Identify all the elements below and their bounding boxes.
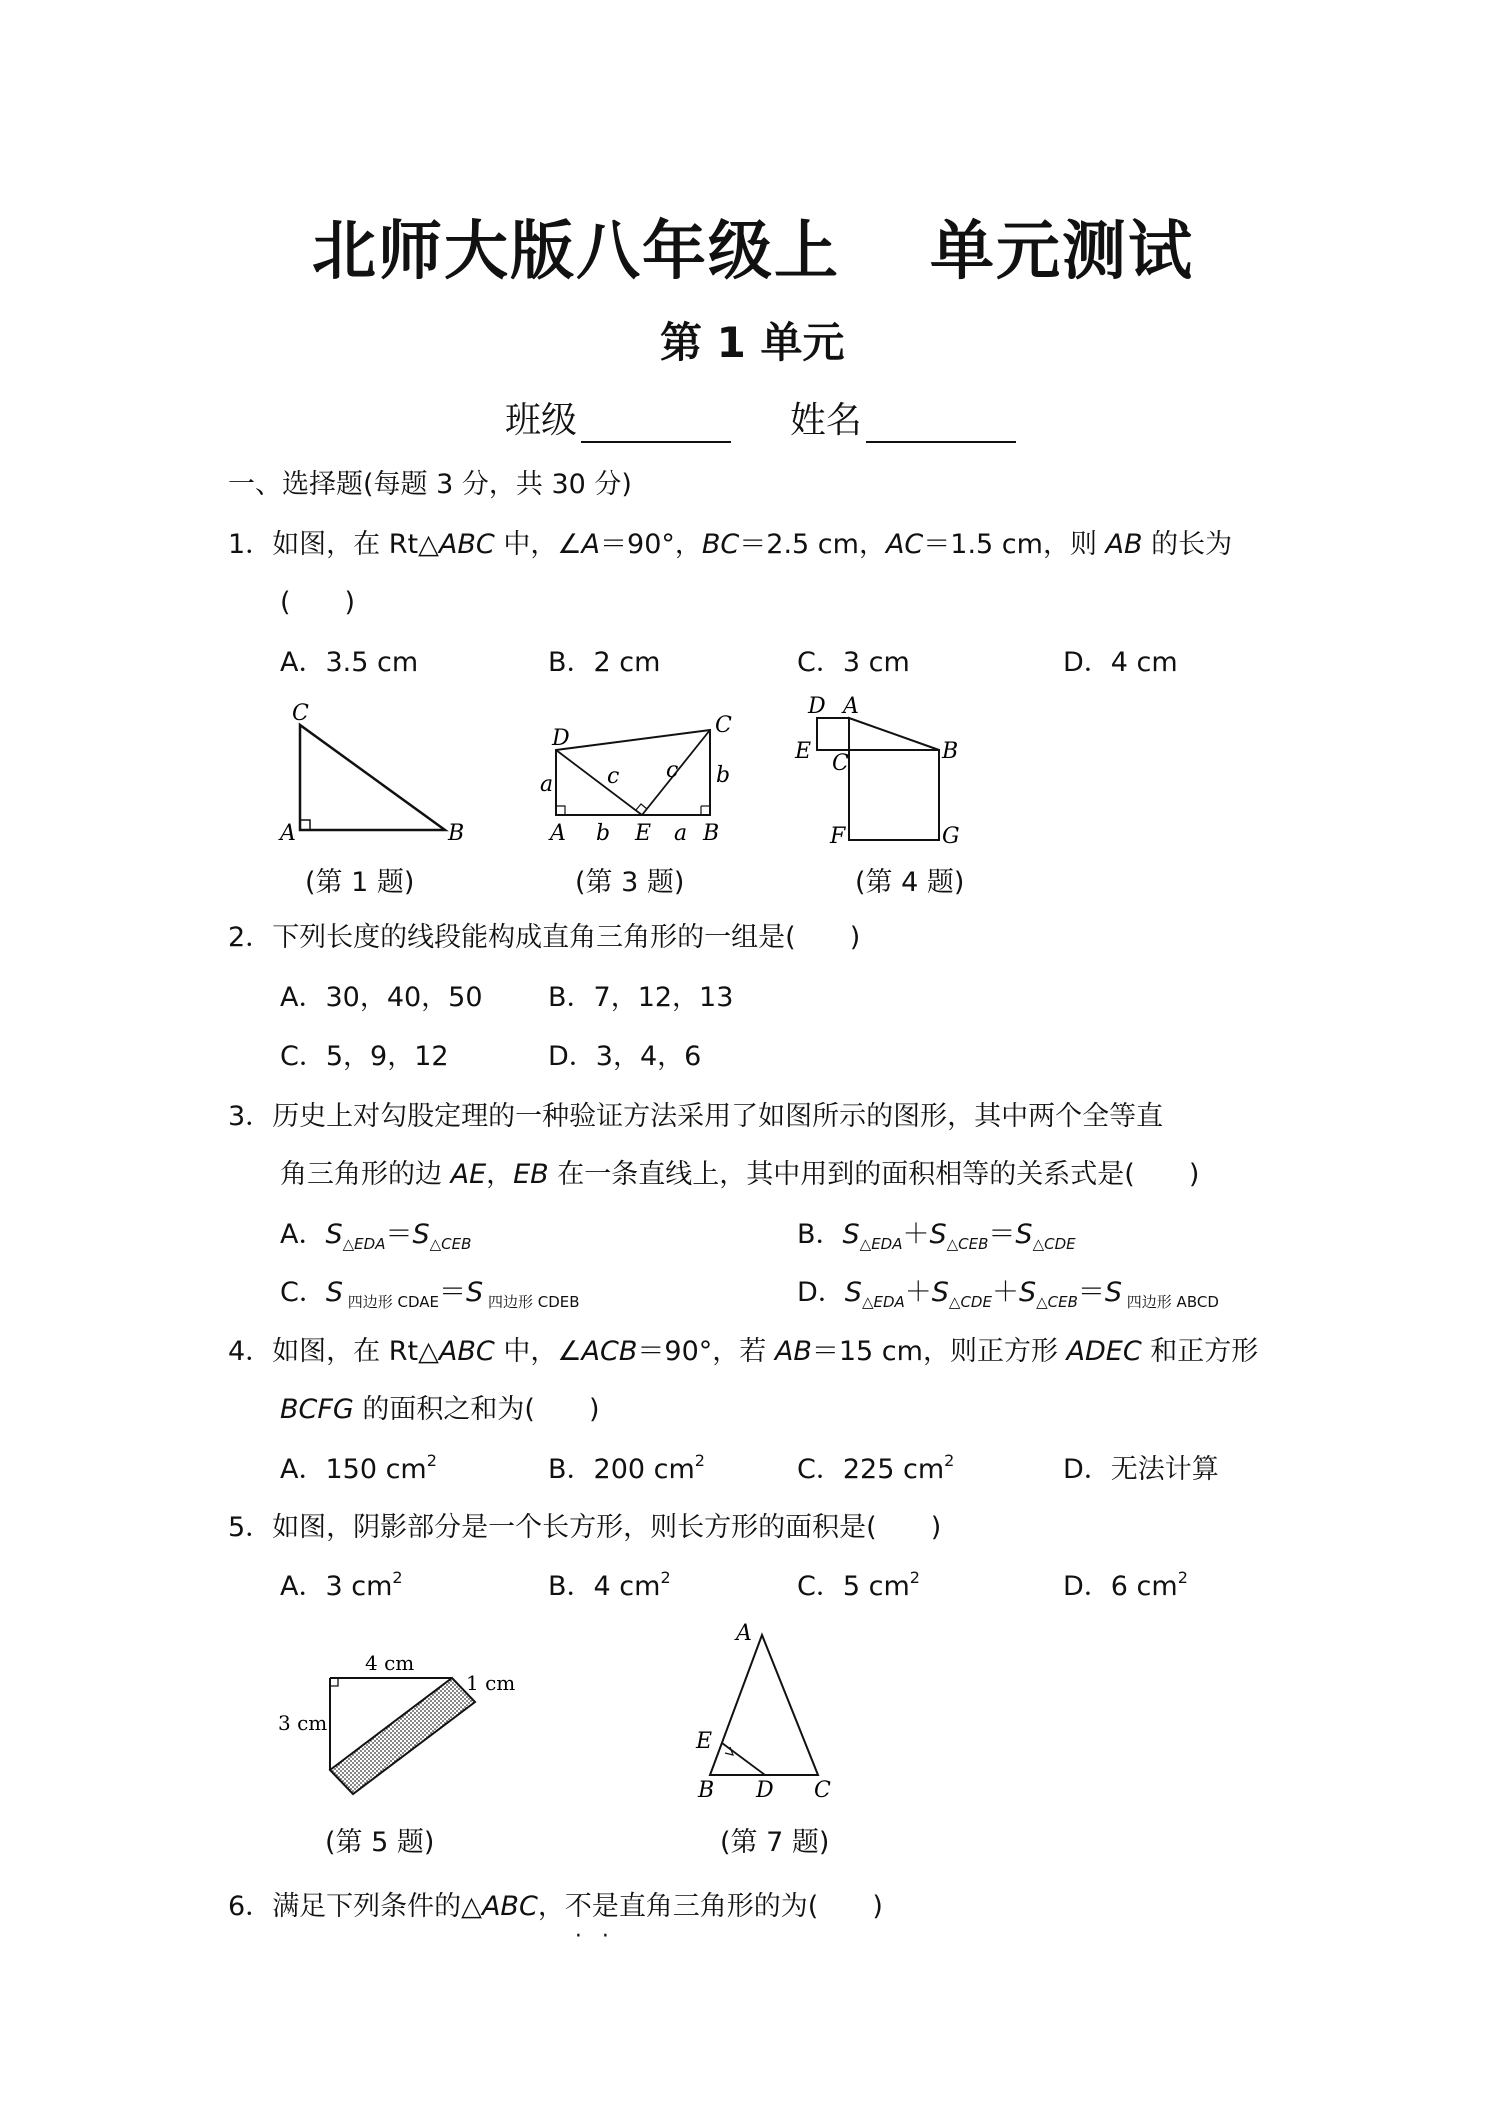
figure-q5 — [270, 1640, 530, 1805]
question-6: 6．满足下列条件的△ABC，不是直角三角形的为( ) — [228, 1891, 883, 1922]
caption-q1: (第 1 题) — [305, 867, 415, 898]
question-3-line2: 角三角形的边 AE，EB 在一条直线上，其中用到的面积相等的关系式是( ) — [280, 1159, 1200, 1190]
name-label: 姓名 — [789, 400, 862, 441]
caption-q7: (第 7 题) — [720, 1827, 830, 1858]
caption-q3: (第 3 题) — [575, 867, 685, 898]
f3-label-a: A — [550, 821, 566, 846]
figure-q3 — [540, 705, 740, 850]
f3-label-c1: c — [607, 764, 620, 789]
question-4-line1: 4．如图，在 Rt△ABC 中，∠ACB＝90°，若 AB＝15 cm，则正方形 ADEC 和正方形 — [228, 1336, 1259, 1367]
figure-q4 — [790, 688, 970, 848]
q1-option-c[interactable]: C．3 cm — [797, 647, 910, 678]
q4-option-a[interactable]: A．150 $cm^2$ — [280, 1451, 437, 1485]
f1-label-a: A — [280, 821, 296, 846]
f4-label-b: B — [942, 739, 959, 764]
question-3-line1: 3．历史上对勾股定理的一种验证方法采用了如图所示的图形，其中两个全等直 — [228, 1101, 1164, 1132]
class-blank[interactable] — [581, 407, 731, 443]
f3-label-b2: b — [596, 821, 611, 846]
question-4-line2: BCFG 的面积之和为( ) — [280, 1394, 600, 1425]
f3-label-d: D — [552, 726, 570, 751]
q5-option-a[interactable]: A．3 $cm^2$ — [280, 1568, 403, 1602]
question-5: 5．如图，阴影部分是一个长方形，则长方形的面积是( ) — [228, 1512, 942, 1543]
q3-option-d[interactable]: D．$S_{\triangle EDA}+S_{\triangle CDE}+S_{\triangle CEB}=S$ $_{四边形 ABCD}$ — [797, 1277, 1219, 1311]
q1-option-a[interactable]: A．3.5 cm — [280, 647, 419, 678]
title-right: 单元测试 — [930, 215, 1194, 289]
f5-label-top: 4 cm — [365, 1651, 415, 1675]
q2-option-d[interactable]: D．3，4，6 — [548, 1041, 702, 1072]
f4-label-e: E — [795, 739, 812, 764]
q5-option-d[interactable]: D．6 $cm^2$ — [1063, 1568, 1188, 1602]
f3-label-b1: b — [716, 763, 731, 788]
title-left: 北师大版八年级上 — [312, 215, 840, 289]
class-name-line — [505, 392, 1016, 443]
question-1: 1．如图，在 Rt△ABC 中，∠A＝90°，BC＝2.5 cm，AC＝1.5 cm，则 AB 的长为 — [228, 529, 1233, 560]
f1-label-b: B — [448, 821, 465, 846]
f3-label-bb: B — [703, 821, 720, 846]
f5-label-right: 1 cm — [466, 1671, 516, 1695]
q3-option-a[interactable]: A．$S_{\triangle EDA}=S_{\triangle CEB}$ — [280, 1219, 472, 1253]
f3-label-c2: c — [666, 758, 679, 783]
caption-q5: (第 5 题) — [325, 1827, 435, 1858]
q4-option-d[interactable]: D．无法计算 — [1063, 1454, 1219, 1485]
f7-label-d: D — [756, 1778, 774, 1803]
f3-label-e: E — [635, 821, 652, 846]
q4-option-b[interactable]: B．200 $cm^2$ — [548, 1451, 705, 1485]
q3-option-b[interactable]: B．$S_{\triangle EDA}+S_{\triangle CEB}=S_{\triangle CDE}$ — [797, 1219, 1076, 1253]
f4-label-a: A — [843, 694, 859, 719]
emphasis-is: 是 — [591, 1891, 619, 1922]
f4-label-g: G — [942, 824, 960, 848]
f4-label-f: F — [830, 824, 846, 848]
q5-option-c[interactable]: C．5 $cm^2$ — [797, 1568, 920, 1602]
figure-q7 — [680, 1615, 850, 1805]
f7-label-b: B — [698, 1778, 715, 1803]
page-title — [312, 200, 840, 292]
class-label: 班级 — [505, 400, 578, 441]
f3-label-a1: a — [540, 772, 554, 797]
q1-option-d[interactable]: D．4 cm — [1063, 647, 1178, 678]
f3-label-a2: a — [674, 821, 688, 846]
question-2: 2．下列长度的线段能构成直角三角形的一组是( ) — [228, 922, 861, 953]
name-blank[interactable] — [866, 407, 1016, 443]
q1-option-b[interactable]: B．2 cm — [548, 647, 661, 678]
q2-option-b[interactable]: B．7，12，13 — [548, 982, 734, 1013]
f4-label-c: C — [832, 751, 849, 776]
f1-label-c: C — [292, 701, 309, 726]
f4-label-d: D — [808, 694, 826, 719]
q4-option-c[interactable]: C．225 $cm^2$ — [797, 1451, 955, 1485]
section-heading: 一、选择题(每题 3 分，共 30 分) — [228, 469, 632, 500]
emphasis-not: 不 — [564, 1891, 592, 1922]
figure-q1 — [270, 700, 480, 850]
q2-option-c[interactable]: C．5，9，12 — [280, 1041, 449, 1072]
caption-q4: (第 4 题) — [855, 867, 965, 898]
q1-paren: ( ) — [280, 587, 356, 618]
q3-option-c[interactable]: C．S $_{四边形 CDAE}$＝S $_{四边形 CDEB}$ — [280, 1277, 580, 1311]
q2-option-a[interactable]: A．30，40，50 — [280, 982, 483, 1013]
f3-label-c: C — [715, 713, 732, 738]
f7-label-a: A — [736, 1621, 752, 1646]
f5-label-left: 3 cm — [278, 1711, 328, 1735]
f7-label-c: C — [814, 1778, 831, 1803]
unit-title: 第 1 单元 — [660, 318, 845, 367]
q5-option-b[interactable]: B．4 $cm^2$ — [548, 1568, 671, 1602]
f7-label-e: E — [696, 1729, 713, 1754]
page-title-right — [930, 200, 1194, 292]
